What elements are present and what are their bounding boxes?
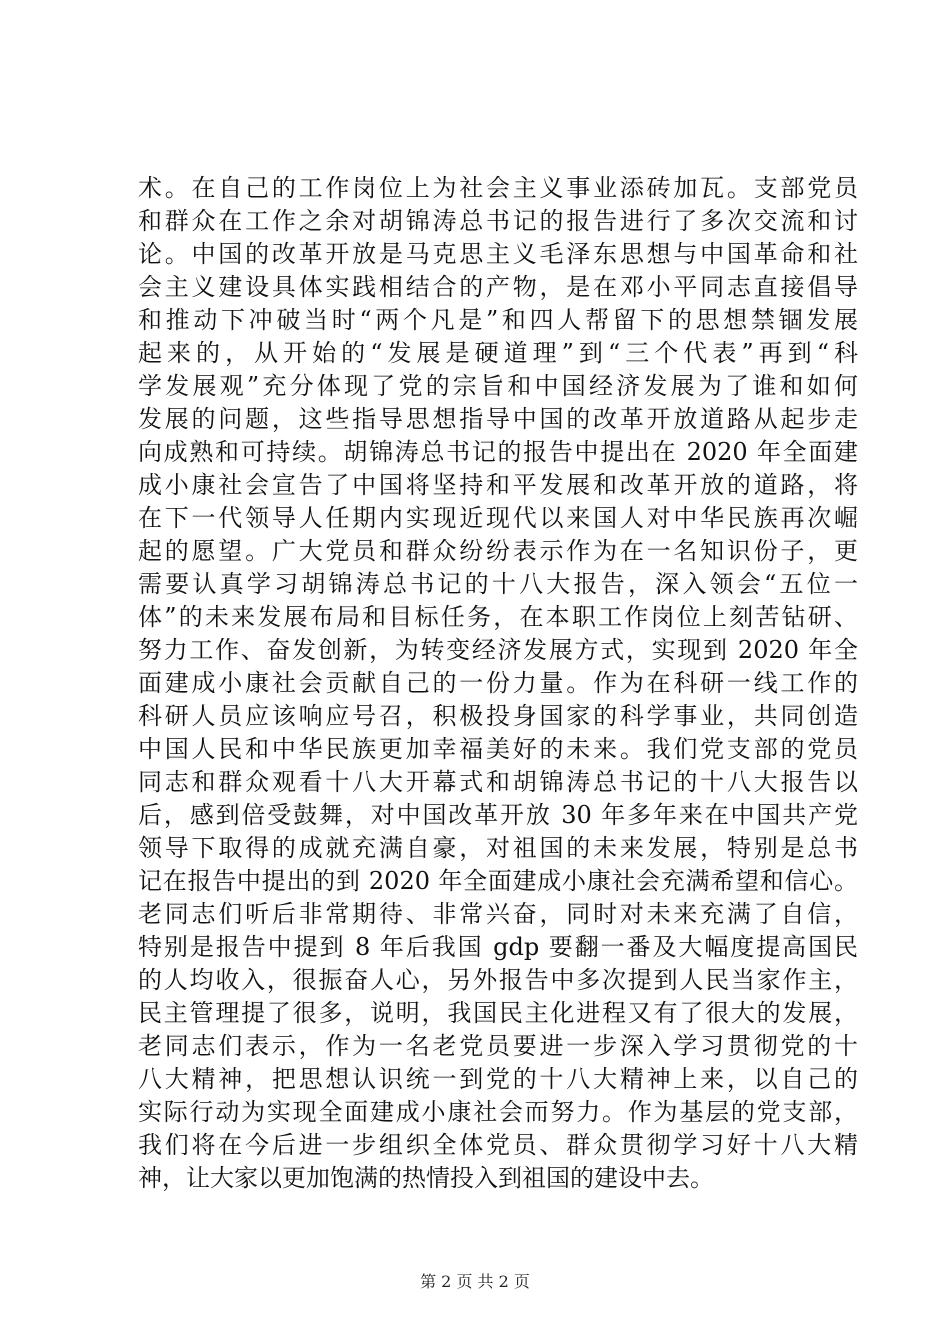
text-line-22: 记在报告中提出的到 2020 年全面建成小康社会充满希望和信心。 [138, 867, 858, 895]
text-line-26: 民主管理提了很多，说明，我国民主化进程又有了很大的发展， [138, 999, 858, 1027]
text-line-24: 特别是报告中提到 8 年后我国 gdp 要翻一番及大幅度提高国民 [138, 933, 858, 961]
text-line-13: 需要认真学习胡锦涛总书记的十八大报告，深入领会“五位一 [138, 570, 858, 598]
text-line-23: 老同志们听后非常期待、非常兴奋，同时对未来充满了自信， [138, 900, 858, 928]
text-line-25: 的人均收入，很振奋人心，另外报告中多次提到人民当家作主， [138, 966, 858, 994]
text-line-7: 学发展观”充分体现了党的宗旨和中国经济发展为了谁和如何 [138, 372, 858, 400]
text-line-8: 发展的问题，这些指导思想指导中国的改革开放道路从起步走 [138, 405, 858, 433]
text-line-20: 后，感到倍受鼓舞，对中国改革开放 30 年多年来在中国共产党 [138, 801, 858, 829]
text-line-29: 实际行动为实现全面建成小康社会而努力。作为基层的党支部， [138, 1098, 858, 1126]
text-line-11: 在下一代领导人任期内实现近现代以来国人对中华民族再次崛 [138, 504, 858, 532]
text-line-9: 向成熟和可持续。胡锦涛总书记的报告中提出在 2020 年全面建 [138, 438, 858, 466]
text-line-6: 起来的，从开始的“发展是硬道理”到“三个代表”再到“科 [138, 339, 858, 367]
text-line-15: 努力工作、奋发创新，为转变经济发展方式，实现到 2020 年全 [138, 636, 858, 664]
text-line-14: 体”的未来发展布局和目标任务，在本职工作岗位上刻苦钻研、 [138, 603, 858, 631]
text-line-21: 领导下取得的成就充满自豪，对祖国的未来发展，特别是总书 [138, 834, 858, 862]
text-line-17: 科研人员应该响应号召，积极投身国家的科学事业，共同创造 [138, 702, 858, 730]
text-line-12: 起的愿望。广大党员和群众纷纷表示作为在一名知识份子，更 [138, 537, 858, 565]
page-footer: 第 2 页 共 2 页 [420, 1272, 530, 1291]
text-line-4: 会主义建设具体实践相结合的产物，是在邓小平同志直接倡导 [138, 273, 858, 301]
body-text [138, 172, 858, 1195]
text-line-10: 成小康社会宣告了中国将坚持和平发展和改革开放的道路，将 [138, 471, 858, 499]
text-line-2: 和群众在工作之余对胡锦涛总书记的报告进行了多次交流和讨 [138, 207, 858, 235]
text-line-16: 面建成小康社会贡献自己的一份力量。作为在科研一线工作的 [138, 669, 858, 697]
text-line-28: 八大精神，把思想认识统一到党的十八大精神上来，以自己的 [138, 1065, 858, 1093]
text-line-5: 和推动下冲破当时“两个凡是”和四人帮留下的思想禁锢发展 [138, 306, 858, 334]
text-line-27: 老同志们表示，作为一名老党员要进一步深入学习贯彻党的十 [138, 1032, 858, 1060]
text-line-3: 论。中国的改革开放是马克思主义毛泽东思想与中国革命和社 [138, 240, 858, 268]
text-line-18: 中国人民和中华民族更加幸福美好的未来。我们党支部的党员 [138, 735, 858, 763]
text-line-19: 同志和群众观看十八大开幕式和胡锦涛总书记的十八大报告以 [138, 768, 858, 796]
text-line-30: 我们将在今后进一步组织全体党员、群众贯彻学习好十八大精 [138, 1131, 858, 1159]
text-line-31: 神，让大家以更加饱满的热情投入到祖国的建设中去。 [138, 1164, 714, 1192]
text-line-1: 术。在自己的工作岗位上为社会主义事业添砖加瓦。支部党员 [138, 174, 858, 202]
